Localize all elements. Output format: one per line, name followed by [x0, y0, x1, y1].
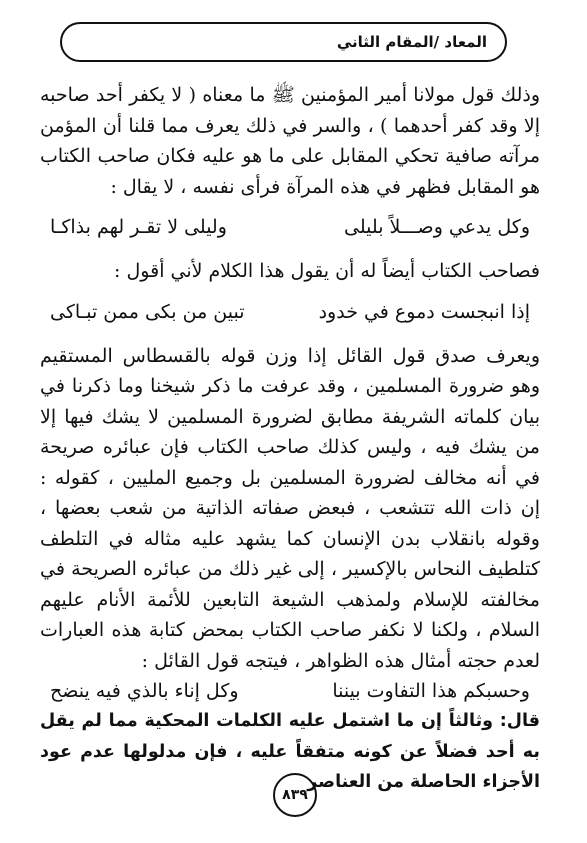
verse-2	[40, 297, 540, 327]
header-title: المعاد /المقام الثاني	[336, 33, 487, 51]
verse-1	[40, 212, 540, 242]
page-body	[40, 80, 540, 798]
paragraph-4: قال: وثالثاً إن ما اشتمل عليه الكلمات المحكية مما لم يقل به أحد فضلاً عن كونه متفقاً عليه ، فإن مدلولها عدم عود الأجزاء الحاصلة من العناصر	[40, 711, 540, 792]
verse-3	[40, 676, 540, 706]
verse-2-right: إذا انبجست دموع في خدود	[318, 300, 530, 323]
verse-1-left: وليلى لا تقـر لهم بذاكـا	[50, 216, 227, 238]
verse-1-right: وكل يدعي وصـــلاً بليلى	[344, 216, 530, 238]
page-number	[273, 773, 317, 817]
verse-3-right: وحسبكم هذا التفاوت بيننا	[332, 680, 530, 702]
page-number-text: ٨٣٩	[282, 787, 308, 803]
paragraph-2: فصاحب الكتاب أيضاً له أن يقول هذا الكلام لأني أقول :	[114, 260, 540, 282]
paragraph-1: وذلك قول مولانا أمير المؤمنين ﷺ ما معناه ( لا يكفر أحد صاحبه إلا وقد كفر أحدهما ) ، والسر في ذلك يعرف مما قلنا أن المؤمن مرآته صافية تحكي المقابل على ما هو عليه فكان صاحب الكتاب هو المقابل فظهر في هذه المرآة فرأى نفسه ، لا يقال :	[40, 84, 540, 198]
verse-2-left: تبين من بكى ممن تبـاكى	[50, 300, 245, 323]
verse-3-left: وكل إناء بالذي فيه ينضح	[50, 680, 239, 702]
page-header	[60, 22, 507, 62]
paragraph-3: ويعرف صدق قول القائل إذا وزن قوله بالقسطاس المستقيم وهو ضرورة المسلمين ، وقد عرفت ما ذكر شيخنا وما ذكرنا في بيان كلماته الشريفة مطابق لضرورة المسلمين لا يشك فيها إلا من يشك فيه ، وليس كذلك صاحب الكتاب فإن عبائره صريحة في أنه مخالف لضرورة المسلمين بل وجميع المليين ، كقوله : إن ذات الله تتشعب ، فبعض صفاته الذاتية من شعب بعضها ، وقوله بانقلاب بدن الإنسان كما يشهد عليه مثاله في التلطف كتلطيف النحاس بالإكسير ، إلى غير ذلك من عبائره الصريحة في مخالفته للإسلام ولمذهب الشيعة التابعين للأئمة الأنام عليهم السلام ، ولكنا لا نكفر صاحب الكتاب بمحض كتابة هذه العبارات لعدم حجته أمثال هذه الظواهر ، فيتجه قول القائل :	[40, 344, 540, 672]
